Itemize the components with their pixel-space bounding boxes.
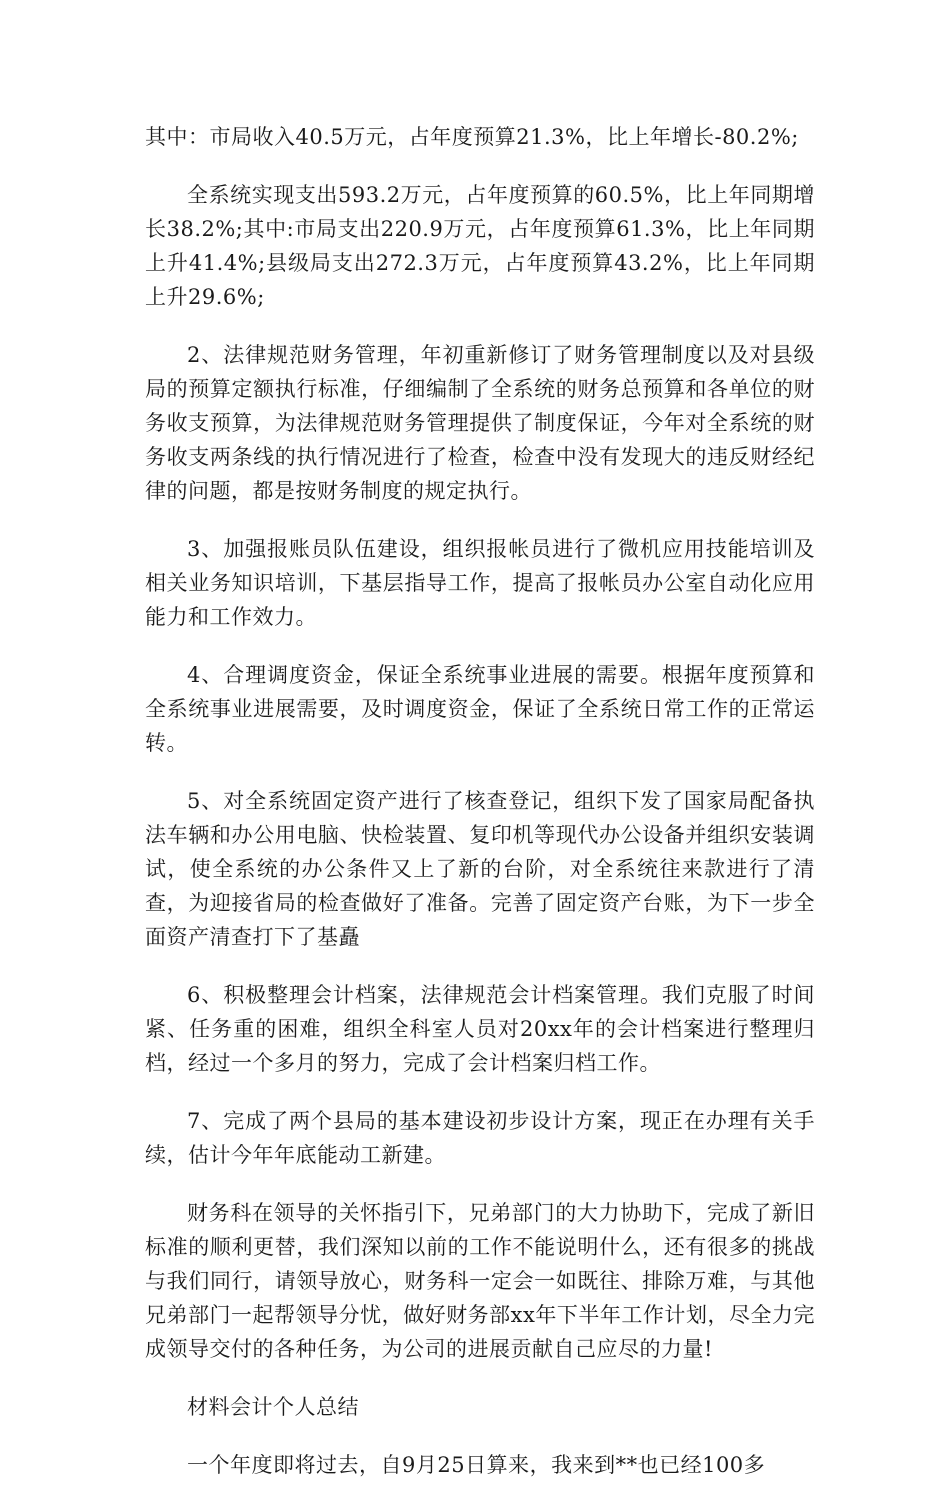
paragraph-item-6: 6、积极整理会计档案，法律规范会计档案管理。我们克服了时间紧、任务重的困难，组织全科室人员对20xx年的会计档案进行整理归档，经过一个多月的努力，完成了会计档案归档工作。 (145, 983, 815, 1075)
paragraph-item-5: 5、对全系统固定资产进行了核查登记，组织下发了国家局配备执法车辆和办公用电脑、快检装置、复印机等现代办公设备并组织安装调试，使全系统的办公条件又上了新的台阶，对全系统往来款进行了清查，为迎接省局的检查做好了准备。完善了固定资产台账，为下一步全面资产清查打下了基矗 (145, 789, 815, 949)
document-body (145, 120, 815, 1506)
section-heading: 材料会计个人总结 (187, 1395, 359, 1419)
paragraph-conclusion: 财务科在领导的关怀指引下，兄弟部门的大力协助下，完成了新旧标准的顺利更替，我们深知以前的工作不能说明什么，还有很多的挑战与我们同行，请领导放心，财务科一定会一如既往、排除万难，与其他兄弟部门一起帮领导分忧，做好财务部xx年下半年工作计划，尽全力完成领导交付的各种任务，为公司的进展贡献自己应尽的力量! (145, 1201, 815, 1361)
paragraph-item-3: 3、加强报账员队伍建设，组织报帐员进行了微机应用技能培训及相关业务知识培训，下基层指导工作，提高了报帐员办公室自动化应用能力和工作效力。 (145, 537, 815, 629)
paragraph-summary-intro: 一个年度即将过去，自9月25日算来，我来到**也已经100多 (187, 1453, 766, 1477)
paragraph-item-4: 4、合理调度资金，保证全系统事业进展的需要。根据年度预算和全系统事业进展需要，及时调度资金，保证了全系统日常工作的正常运转。 (145, 663, 815, 755)
paragraph-item-7: 7、完成了两个县局的基本建设初步设计方案，现正在办理有关手续，估计今年年底能动工新建。 (145, 1109, 815, 1167)
paragraph-revenue-detail: 其中：市局收入40.5万元，占年度预算21.3%，比上年增长-80.2%; (145, 125, 799, 149)
paragraph-expenditure: 全系统实现支出593.2万元，占年度预算的60.5%，比上年同期增长38.2%;其中:市局支出220.9万元，占年度预算61.3%，比上年同期上升41.4%;县级局支出272.3万元，占年度预算43.2%，比上年同期上升29.6%; (145, 183, 815, 309)
paragraph-item-2: 2、法律规范财务管理，年初重新修订了财务管理制度以及对县级局的预算定额执行标准，仔细编制了全系统的财务总预算和各单位的财务收支预算，为法律规范财务管理提供了制度保证，今年对全系统的财务收支两条线的执行情况进行了检查，检查中没有发现大的违反财经纪律的问题，都是按财务制度的规定执行。 (145, 343, 815, 503)
